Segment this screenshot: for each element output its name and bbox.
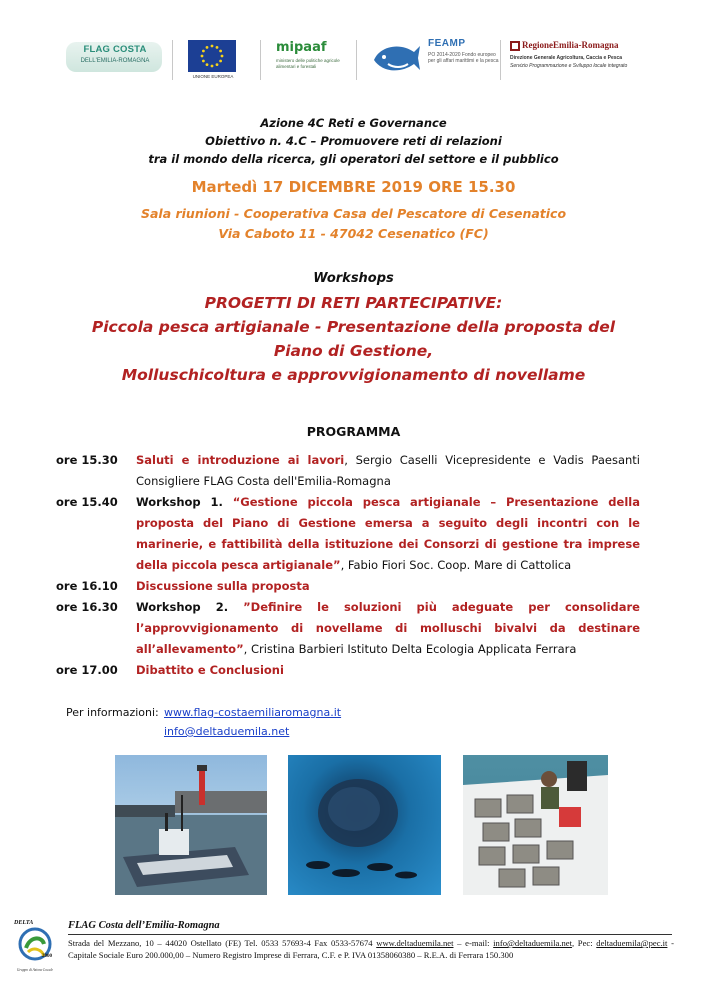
logo-divider (500, 40, 501, 80)
item-highlight: Saluti e introduzione ai lavori (136, 453, 345, 467)
footer-title: FLAG Costa dell’Emilia-Romagna (68, 920, 220, 931)
footer-pec-link[interactable]: deltaduemila@pec.it (596, 938, 668, 948)
action-line-3: tra il mondo della ricerca, gli operatori del settore e il pubblico (148, 152, 559, 166)
flag-logo-title: FLAG COSTA (83, 44, 147, 55)
regione-emilia-romagna-logo (508, 36, 644, 84)
item-highlight: ”Definire le soluzioni più adeguate per consolidare l’approvvigionamento di novellame di molluschi bivalvi da destinare all’allevamento” (136, 600, 640, 656)
logo-divider (356, 40, 357, 80)
feamp-logo-title: FEAMP (428, 38, 466, 49)
programma-title: PROGRAMMA (306, 424, 401, 439)
item-speaker: , Sergio Caselli Vicepresidente e Vadis Paesanti Consigliere FLAG Costa dell'Emilia-Romagna (136, 453, 640, 488)
programma-item (56, 597, 640, 660)
workshops-title-line-4: Molluschicoltura e approvvigionamento di novellame (121, 366, 586, 384)
footer-divider (68, 934, 672, 935)
logo-divider (172, 40, 173, 80)
event-date: Martedì 17 DICEMBRE 2019 ORE 15.30 (191, 178, 516, 196)
regione-logo-line2: Direzione Generale Agricoltura, Caccia e Pesca (510, 55, 623, 61)
footer-address-part: , Pec: (571, 938, 597, 948)
feamp-logo-caption: PO 2014-2020 Fondo europeo per gli affari marittimi e la pesca (428, 52, 499, 64)
workshops-title-line-3: Piano di Gestione, (273, 342, 434, 360)
programma-item (56, 660, 640, 681)
action-heading (0, 114, 707, 168)
regione-mark-icon (510, 41, 520, 51)
mipaaf-logo (272, 36, 342, 84)
footer-address-part: Strada del Mezzano, 10 – 44020 Ostellato (FE) Tel. 0533 57693-4 Fax 0533-57674 (68, 938, 377, 948)
programma-item (56, 576, 640, 597)
workshops-title-line-1: PROGETTI DI RETI PARTECIPATIVE: (204, 294, 503, 312)
footer-website-link[interactable]: www.deltaduemila.net (376, 938, 454, 948)
item-highlight: Dibattito e Conclusioni (136, 663, 284, 677)
action-line-1: Azione 4C Reti e Governance (260, 116, 447, 130)
flag-costa-logo (64, 36, 164, 84)
website-link[interactable]: www.flag-costaemiliaromagna.it (164, 706, 342, 719)
mipaaf-logo-caption: ministero delle politiche agricole alimentari e forestali (276, 58, 340, 69)
eu-logo (188, 36, 238, 84)
email-link[interactable]: info@deltaduemila.net (164, 725, 290, 738)
regione-logo-line3: Servizio Programmazione e Sviluppo locale integrato (510, 63, 628, 69)
feamp-logo (370, 36, 500, 84)
item-time: ore 15.30 (56, 453, 118, 467)
action-line-2: Obiettivo n. 4.C – Promuovere reti di relazioni (205, 134, 502, 148)
workshops-title (0, 291, 707, 387)
footer-address-part: - Capitale Sociale Euro 200.000,00 – Numero Registro Imprese di Ferrara, C.F. e P. IVA 01358060380 – R.E.A. di Ferrara 150.300 (68, 938, 674, 960)
harbor-boat-photo (115, 755, 267, 895)
delta-logo-text: DELTA (14, 920, 34, 926)
delta-logo-year: 2000 (42, 954, 52, 959)
venue-line-2: Via Caboto 11 - 47042 Cesenatico (FC) (218, 226, 489, 241)
item-speaker: , Cristina Barbieri Istituto Delta Ecologia Applicata Ferrara (243, 642, 577, 656)
footer-email-link[interactable]: info@deltaduemila.net (493, 938, 572, 948)
item-speaker: , Fabio Fiori Soc. Coop. Mare di Cattolica (340, 558, 572, 572)
programma-list (56, 450, 640, 681)
item-time: ore 15.40 (56, 495, 118, 509)
footer-address-part: – e-mail: (453, 938, 494, 948)
contact-info (66, 703, 341, 741)
item-prefix: Workshop 2. (136, 600, 244, 614)
fish-school-photo (288, 755, 441, 895)
item-highlight: Discussione sulla proposta (136, 579, 310, 593)
fish-hand-icon (370, 38, 422, 78)
eu-logo-caption: UNIONE EUROPEA (192, 74, 234, 79)
item-prefix: Workshop 1. (136, 495, 233, 509)
venue-line-1: Sala riunioni - Cooperativa Casa del Pescatore di Cesenatico (140, 206, 567, 221)
item-time: ore 16.30 (56, 600, 118, 614)
logo-divider (260, 40, 261, 80)
info-label: Per informazioni: (66, 706, 159, 719)
programma-item (56, 492, 640, 576)
partner-logos (64, 36, 644, 84)
regione-logo-title: RegioneEmilia-Romagna (522, 40, 619, 50)
workshops-title-line-2: Piccola pesca artigianale - Presentazione della proposta del (91, 318, 616, 336)
event-venue (0, 204, 707, 244)
item-highlight: “Gestione piccola pesca artigianale – Presentazione della proposta del Piano di Gestione emersa a seguito degli incontri con le marinerie, e fattibilità della istituzione dei Consorzi di gestione tra imprese della piccola pesca artigianale” (136, 495, 640, 572)
delta-2000-logo (14, 918, 56, 976)
fishing-boat-catch-photo (463, 755, 608, 895)
footer-address (68, 937, 674, 961)
mipaaf-logo-title: mipaaf (276, 40, 327, 55)
programma-item (56, 450, 640, 492)
delta-logo-caption: Gruppo di Azione Locale (16, 968, 54, 972)
workshops-label: Workshops (313, 271, 394, 286)
eu-flag-icon (188, 40, 236, 72)
flag-logo-subtitle: DELL'EMILIA-ROMAGNA (80, 58, 150, 64)
item-time: ore 16.10 (56, 579, 118, 593)
item-time: ore 17.00 (56, 663, 118, 677)
